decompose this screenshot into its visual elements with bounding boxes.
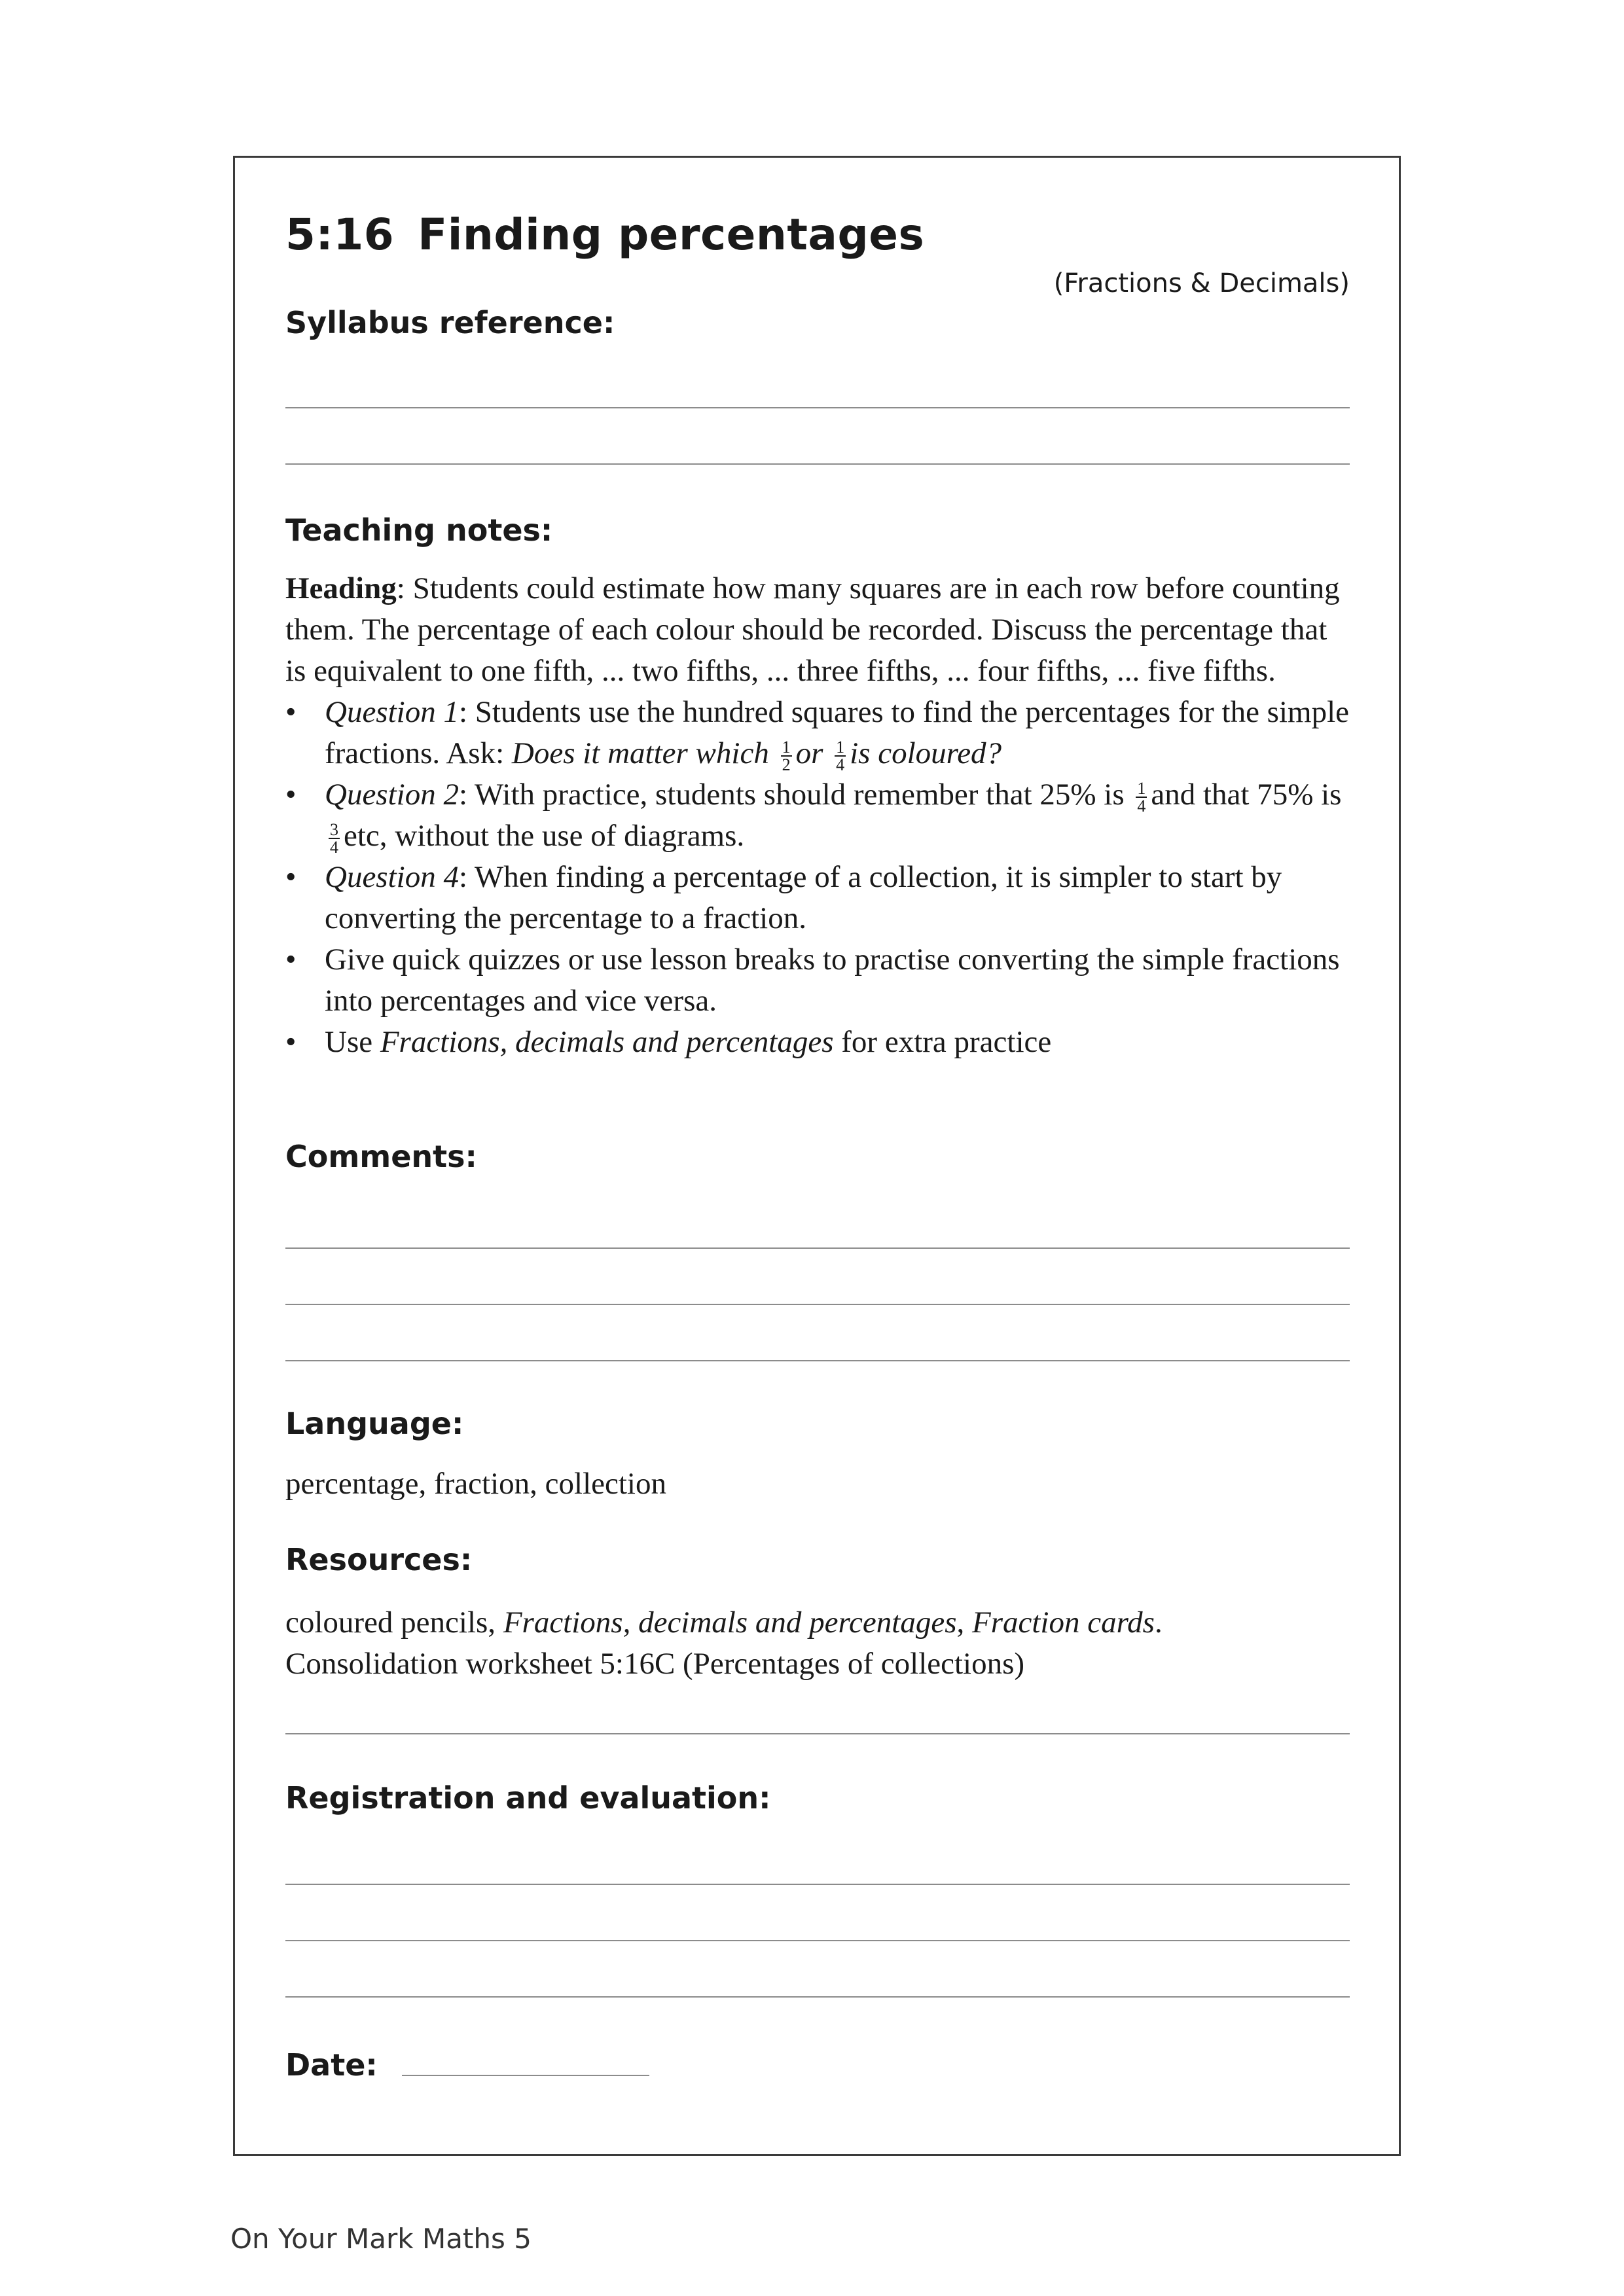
- date-label: Date:: [285, 2047, 378, 2083]
- question-2-text-a: : With practice, students should remember that 25% is: [458, 778, 1125, 812]
- question-4-label: Question 4: [325, 860, 459, 894]
- resources-line-1: [285, 1602, 1354, 1643]
- footer-text: On Your Mark Maths 5: [230, 2223, 532, 2255]
- registration-line-1[interactable]: [285, 1884, 1350, 1885]
- intro-text: : Students could estimate how many squares are in each row before counting them. The percentage of each colour should be recorded. Discuss the percentage that is equivalent to one fifth, ... two fifths, ... three fifths, ... four fifths, ... five fifths.: [285, 571, 1340, 688]
- comments-line-3[interactable]: [285, 1360, 1350, 1361]
- fraction-quarter-2: [1136, 780, 1147, 814]
- frac-num: 1: [836, 738, 845, 757]
- bullet-extra-practice: [285, 1022, 1354, 1063]
- syllabus-line-1[interactable]: [285, 407, 1350, 408]
- resources-text-b: ,: [956, 1605, 972, 1640]
- fraction-quarter: [835, 739, 846, 773]
- resources-line[interactable]: [285, 1733, 1350, 1734]
- resources-title-b: Fraction cards: [972, 1605, 1155, 1640]
- bullet-question-2: [285, 774, 1354, 857]
- resources-heading: Resources:: [285, 1542, 473, 1577]
- resources-text-c: .: [1154, 1605, 1163, 1640]
- registration-line-3[interactable]: [285, 1996, 1350, 1998]
- frac-den: 4: [836, 755, 845, 775]
- date-line[interactable]: [402, 2075, 649, 2076]
- question-1-ask-b: is coloured?: [850, 736, 1002, 770]
- resources-title-a: Fractions, decimals and percentages: [503, 1605, 957, 1640]
- fraction-three-quarters: [329, 821, 340, 855]
- frac-den: 4: [330, 838, 338, 857]
- strand-label: (Fractions & Decimals): [1053, 268, 1350, 298]
- frac-num: 1: [782, 738, 791, 757]
- intro-bold: Heading: [285, 571, 397, 605]
- lesson-number: 5:16: [285, 209, 395, 260]
- syllabus-line-2[interactable]: [285, 463, 1350, 465]
- question-1-text: : Students use the hundred squares to find the percentages for the simple fractions. Ask:: [325, 695, 1350, 770]
- fraction-half: [781, 739, 792, 773]
- question-2-text-c: etc, without the use of diagrams.: [344, 819, 745, 853]
- frac-num: 1: [1137, 779, 1146, 798]
- extra-practice-text-a: Use: [325, 1025, 380, 1059]
- frac-num: 3: [330, 820, 338, 840]
- question-4-text: : When finding a percentage of a collection, it is simpler to start by converting the percentage to a fraction.: [325, 860, 1282, 935]
- syllabus-heading: Syllabus reference:: [285, 305, 615, 340]
- question-2-label: Question 2: [325, 778, 459, 812]
- frac-den: 4: [1137, 797, 1146, 816]
- lesson-title: [285, 209, 924, 260]
- frac-den: 2: [782, 755, 791, 775]
- teaching-bullets: [285, 692, 1354, 1063]
- comments-line-1[interactable]: [285, 1247, 1350, 1249]
- language-heading: Language:: [285, 1406, 464, 1441]
- teaching-notes-body: [285, 568, 1354, 1063]
- language-text: percentage, fraction, collection: [285, 1467, 666, 1501]
- lesson-title-text: Finding percentages: [418, 209, 925, 260]
- question-1-or: or: [795, 736, 823, 770]
- teaching-intro: [285, 568, 1354, 692]
- registration-line-2[interactable]: [285, 1940, 1350, 1941]
- bullet-question-4: [285, 857, 1354, 939]
- comments-heading: Comments:: [285, 1139, 477, 1174]
- comments-line-2[interactable]: [285, 1304, 1350, 1305]
- registration-heading: Registration and evaluation:: [285, 1780, 771, 1816]
- bullet-quizzes: [285, 939, 1354, 1022]
- question-1-ask-a: Does it matter which: [511, 736, 769, 770]
- extra-practice-title: Fractions, decimals and percentages: [380, 1025, 834, 1059]
- extra-practice-text-b: for extra practice: [833, 1025, 1052, 1059]
- bullet-question-1: [285, 692, 1354, 774]
- teaching-notes-heading: Teaching notes:: [285, 512, 553, 548]
- question-1-label: Question 1: [325, 695, 459, 729]
- resources-text-a: coloured pencils,: [285, 1605, 503, 1640]
- quizzes-text: Give quick quizzes or use lesson breaks to practise converting the simple fractions into percentages and vice versa.: [325, 942, 1340, 1018]
- question-2-text-b: and that 75% is: [1151, 778, 1342, 812]
- resources-line-2: Consolidation worksheet 5:16C (Percentages of collections): [285, 1647, 1025, 1681]
- resources-text: [285, 1602, 1354, 1685]
